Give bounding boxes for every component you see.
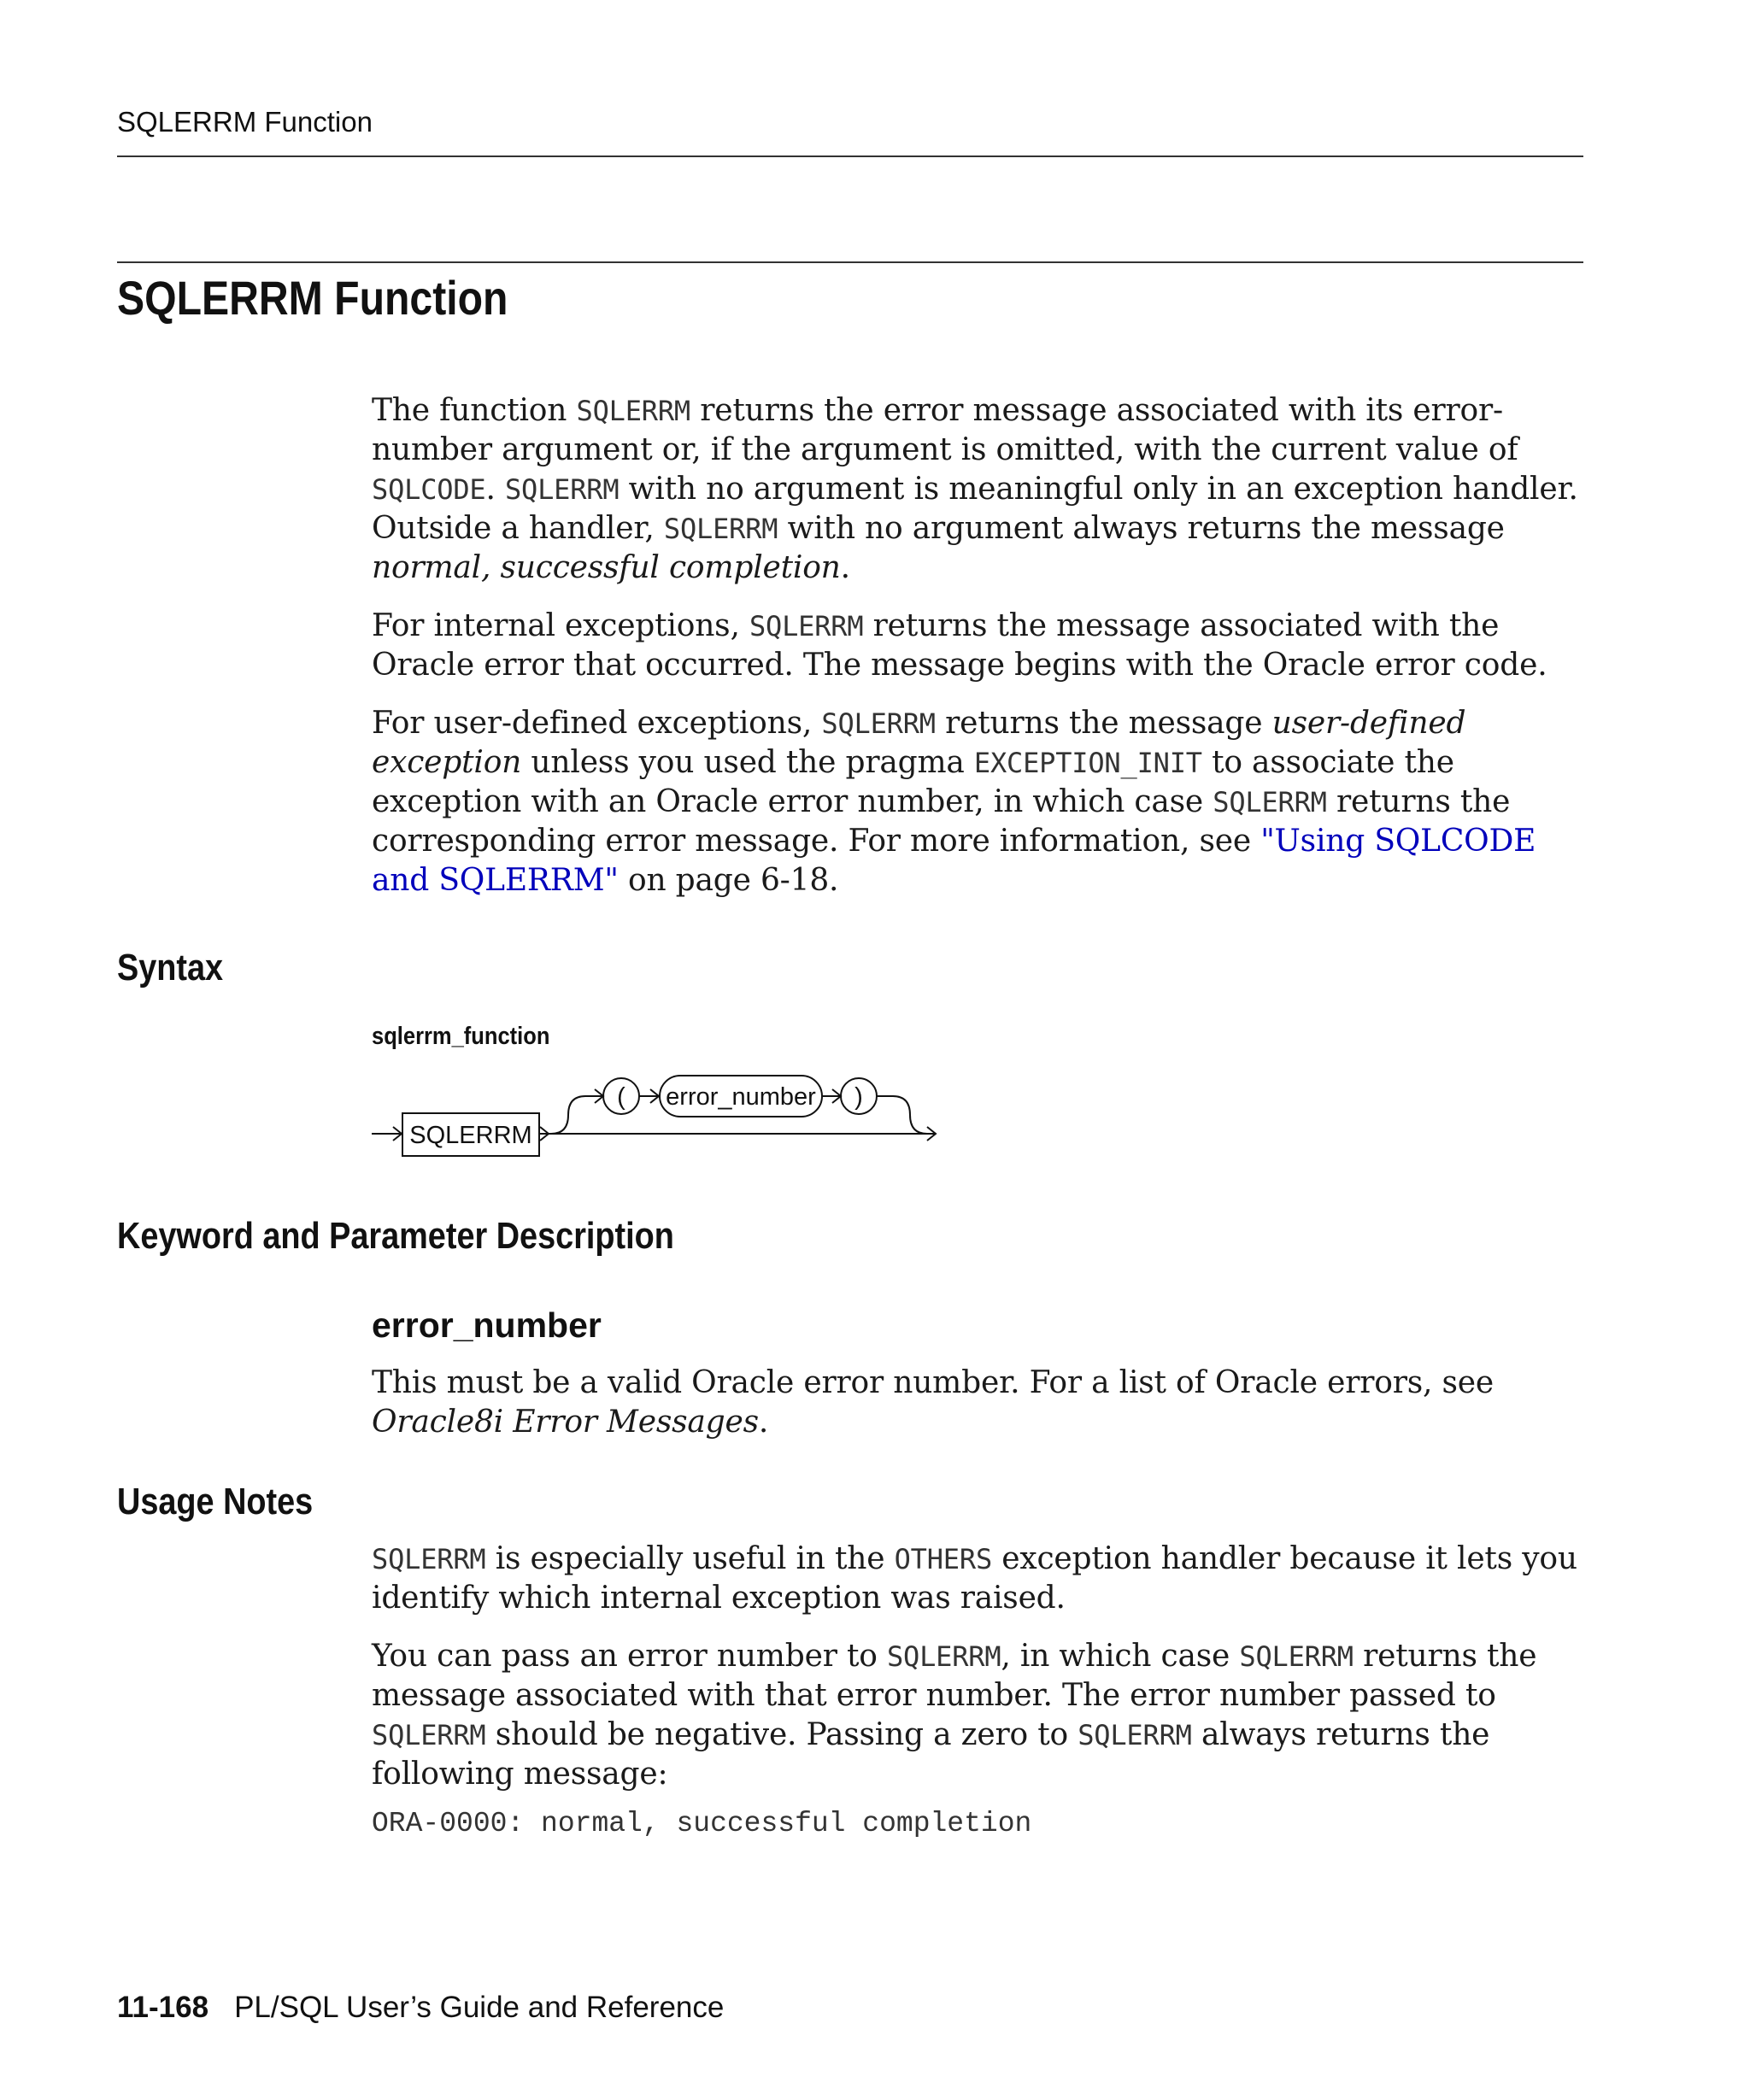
intro-section <box>372 391 1585 900</box>
code-example: ORA-0000: normal, successful completion <box>372 1808 1032 1839</box>
keyword-parameter-heading: Keyword and Parameter Description <box>117 1215 674 1257</box>
branch-out <box>877 1096 927 1134</box>
usage-paragraph-1: SQLERRM is especially useful in the OTHERS exception handler because it lets you identify which internal exception was raised. <box>372 1541 1577 1616</box>
usage-paragraph-2: You can pass an error number to SQLERRM, in which case SQLERRM returns the message associated with that error number. The error number passed to SQLERRM should be negative. Passing a zero to SQLERRM always returns the following message: <box>372 1639 1537 1792</box>
open-paren-label: ( <box>617 1083 625 1111</box>
book-title: PL/SQL User’s Guide and Reference <box>234 1991 725 2024</box>
close-paren-label: ) <box>854 1083 863 1111</box>
syntax-diagram <box>359 1064 957 1175</box>
page-footer <box>117 1991 724 2025</box>
intro-paragraph-2: For internal exceptions, SQLERRM returns the message associated with the Oracle error that occurred. The message begins with the Oracle error code. <box>372 608 1547 683</box>
keyword-label: SQLERRM <box>409 1122 532 1149</box>
intro-paragraph-3: For user-defined exceptions, SQLERRM returns the message user-defined exception unless you used the pragma EXCEPTION_INIT to associate the exception with an Oracle error number, in which case SQLERRM returns the corresponding error message. For more information, see "Using SQLCODE and SQLERRM" on page 6-18. <box>372 706 1536 898</box>
intro-paragraph-1: The function SQLERRM returns the error message associated with its error-number argument or, if the argument is omitted, with the current value of SQLCODE. SQLERRM with no argument is meaningful only in an exception handler. Outside a handler, SQLERRM with no argument always returns the message normal, successful completion. <box>372 393 1578 585</box>
diagram-label: sqlerrm_function <box>372 1023 550 1050</box>
branch-in <box>551 1096 602 1134</box>
running-header: SQLERRM Function <box>117 106 373 138</box>
param-description: This must be a valid Oracle error number. For a list of Oracle errors, see Oracle8i Error Messages. <box>372 1365 1494 1440</box>
page-title: SQLERRM Function <box>117 271 508 325</box>
page-number: 11-168 <box>117 1991 209 2024</box>
cross-reference-link[interactable]: "Using SQLCODE and SQLERRM" <box>372 824 1536 898</box>
title-rule <box>117 261 1583 263</box>
usage-notes-section <box>372 1540 1585 1794</box>
param-label: error_number <box>666 1083 816 1111</box>
header-rule <box>117 155 1583 157</box>
syntax-heading: Syntax <box>117 947 224 988</box>
usage-notes-heading: Usage Notes <box>117 1481 314 1522</box>
param-name: error_number <box>372 1305 602 1345</box>
